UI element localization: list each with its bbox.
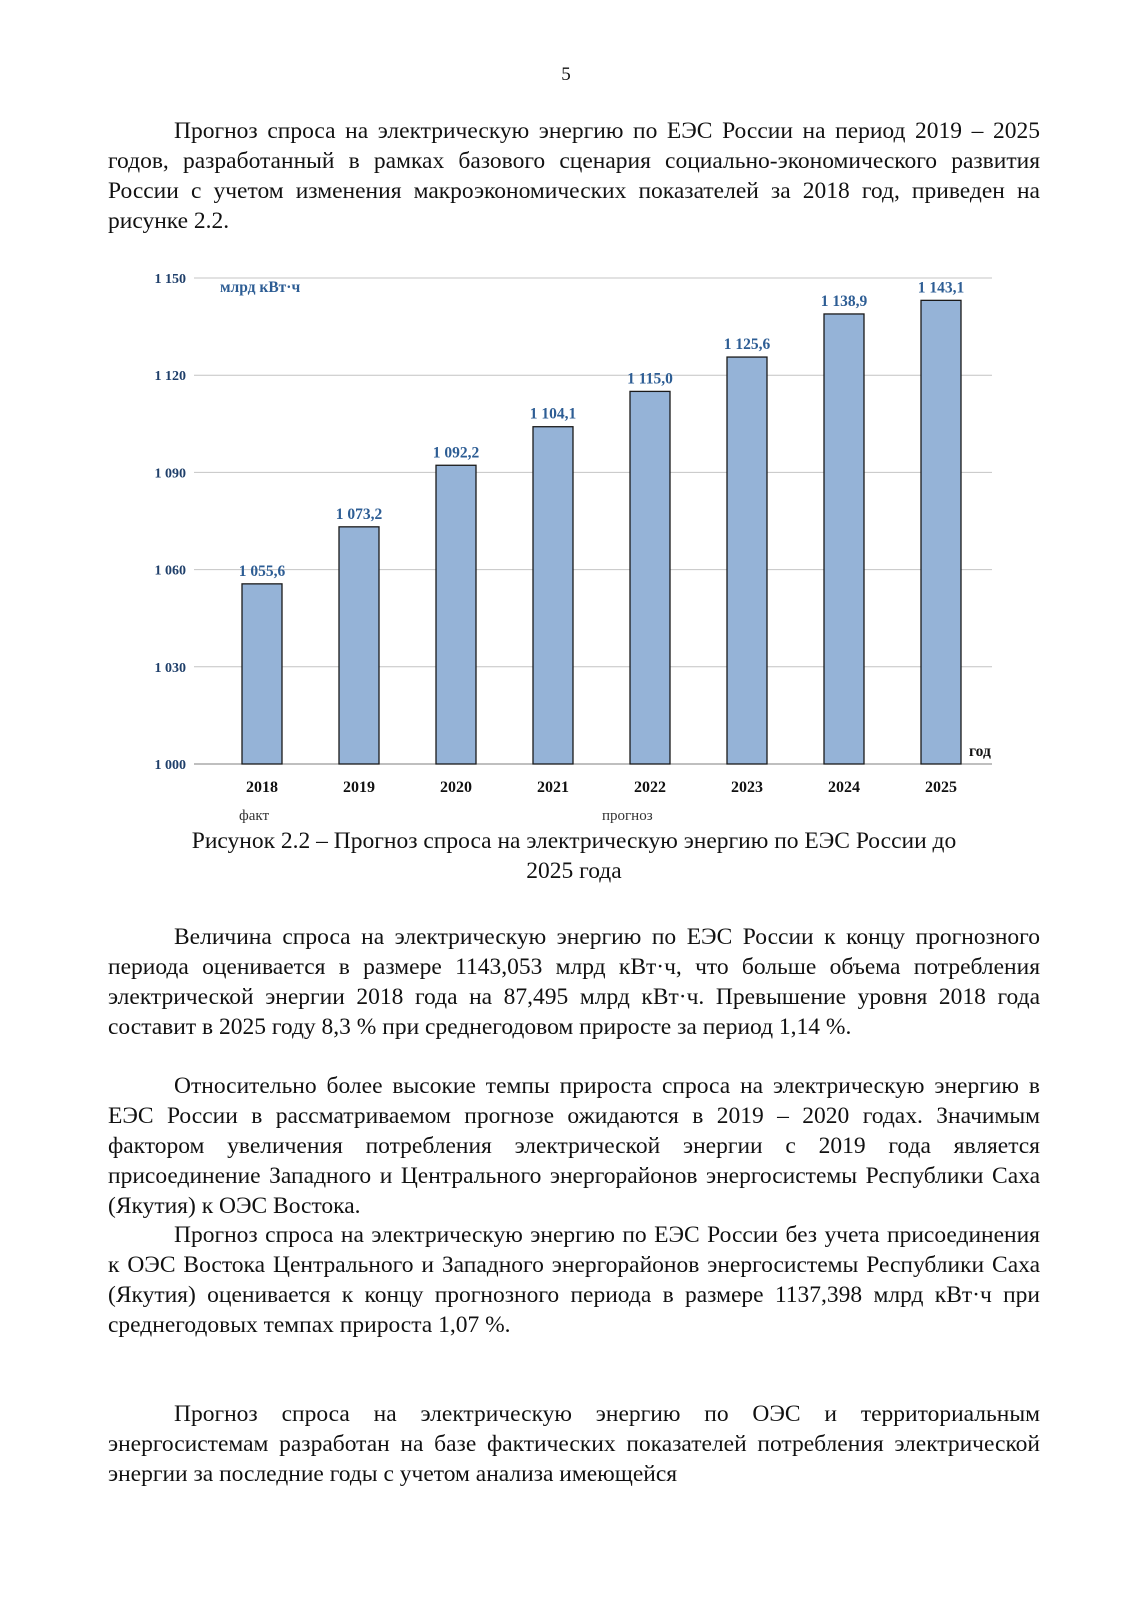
chart-x-ticks (246, 779, 957, 796)
value-label-2020: 1 092,2 (432, 444, 480, 462)
paragraph-growth-rates: Относительно более высокие темпы прироста спроса на электрическую энергию в ЕЭС России в рассматриваемом прогнозе ожидаются в 2019 – 2020 годах. Значимым фактором увеличения потребления электрической энергии с 2019 года является присоединение Западного и Центрального энергорайонов энергосистемы Республики Саха (Якутия) к ОЭС Востока. (108, 1073, 1040, 1219)
chart-canvas (146, 264, 1002, 824)
x-tick-label-2020: 2020 (440, 779, 472, 796)
value-label-2018: 1 055,6 (238, 562, 286, 580)
bar-2018 (242, 584, 282, 764)
value-label-2021: 1 104,1 (529, 405, 577, 423)
bar-2022 (630, 391, 670, 764)
value-label-2024: 1 138,9 (820, 292, 868, 310)
y-tick-label: 1 030 (154, 660, 186, 676)
chart-bars (242, 300, 961, 764)
page-number: 5 (561, 64, 571, 85)
chart-y-ticks (155, 272, 187, 773)
x-axis-label: год (969, 743, 991, 760)
caption-line-2: 2025 года (526, 858, 622, 884)
bar-2021 (533, 427, 573, 764)
caption-line-1: Рисунок 2.2 – Прогноз спроса на электрическую энергию по ЕЭС России до (191, 828, 957, 854)
chart-gridlines (194, 278, 992, 764)
bar-2025 (921, 300, 961, 764)
y-tick-label: 1 060 (154, 563, 186, 579)
bar-2023 (727, 357, 767, 764)
paragraph-without-connection: Прогноз спроса на электрическую энергию по ЕЭС России без учета присоединения к ОЭС Востока Центрального и Западного энергорайонов энергосистемы Республики Саха (Якутия) оценивается к концу прогнозного периода в размере 1137,398 млрд кВт·ч при среднегодовых темпах прироста 1,07 %. (108, 1222, 1040, 1338)
x-tick-label-2019: 2019 (343, 779, 375, 796)
paragraph-oes-forecast: Прогноз спроса на электрическую энергию по ОЭС и территориальным энергосистемам разработан на базе фактических показателей потребления электрической энергии за последние годы с учетом анализа имеющейся (108, 1401, 1040, 1487)
intro-paragraph: Прогноз спроса на электрическую энергию по ЕЭС России на период 2019 – 2025 годов, разработанный в рамках базового сценария социально-экономического развития России с учетом изменения макроэкономических показателей за 2018 год, приведен на рисунке 2.2. (108, 118, 1040, 234)
y-tick-label: 1 120 (154, 369, 186, 385)
y-tick-label: 1 150 (154, 272, 186, 287)
x-tick-label-2024: 2024 (828, 779, 860, 796)
bar-2024 (824, 314, 864, 764)
x-tick-label-2023: 2023 (731, 779, 763, 796)
bar-2020 (436, 465, 476, 764)
demand-forecast-chart (146, 264, 1002, 824)
y-tick-label: 1 090 (154, 466, 186, 482)
x-tick-label-2022: 2022 (634, 779, 666, 796)
value-label-2025: 1 143,1 (917, 279, 965, 297)
bar-2019 (339, 527, 379, 764)
y-axis-unit-label: млрд кВт·ч (220, 279, 301, 296)
x-tick-label-2025: 2025 (925, 779, 957, 796)
value-label-2019: 1 073,2 (335, 505, 383, 523)
paragraph-demand-value: Величина спроса на электрическую энергию по ЕЭС России к концу прогнозного периода оценивается в размере 1143,053 млрд кВт·ч, что больше объема потребления электрической энергии 2018 года на 87,495 млрд кВт·ч. Превышение уровня 2018 года составит в 2025 году 8,3 % при среднегодовом приросте за период 1,14 %. (108, 924, 1040, 1040)
fact-annotation: факт (239, 808, 270, 824)
y-tick-label: 1 000 (154, 758, 186, 773)
value-label-2022: 1 115,0 (627, 370, 673, 388)
value-label-2023: 1 125,6 (723, 336, 771, 354)
x-tick-label-2021: 2021 (537, 779, 569, 796)
forecast-annotation: прогноз (602, 808, 653, 824)
x-tick-label-2018: 2018 (246, 779, 278, 796)
figure-caption (108, 826, 1040, 886)
